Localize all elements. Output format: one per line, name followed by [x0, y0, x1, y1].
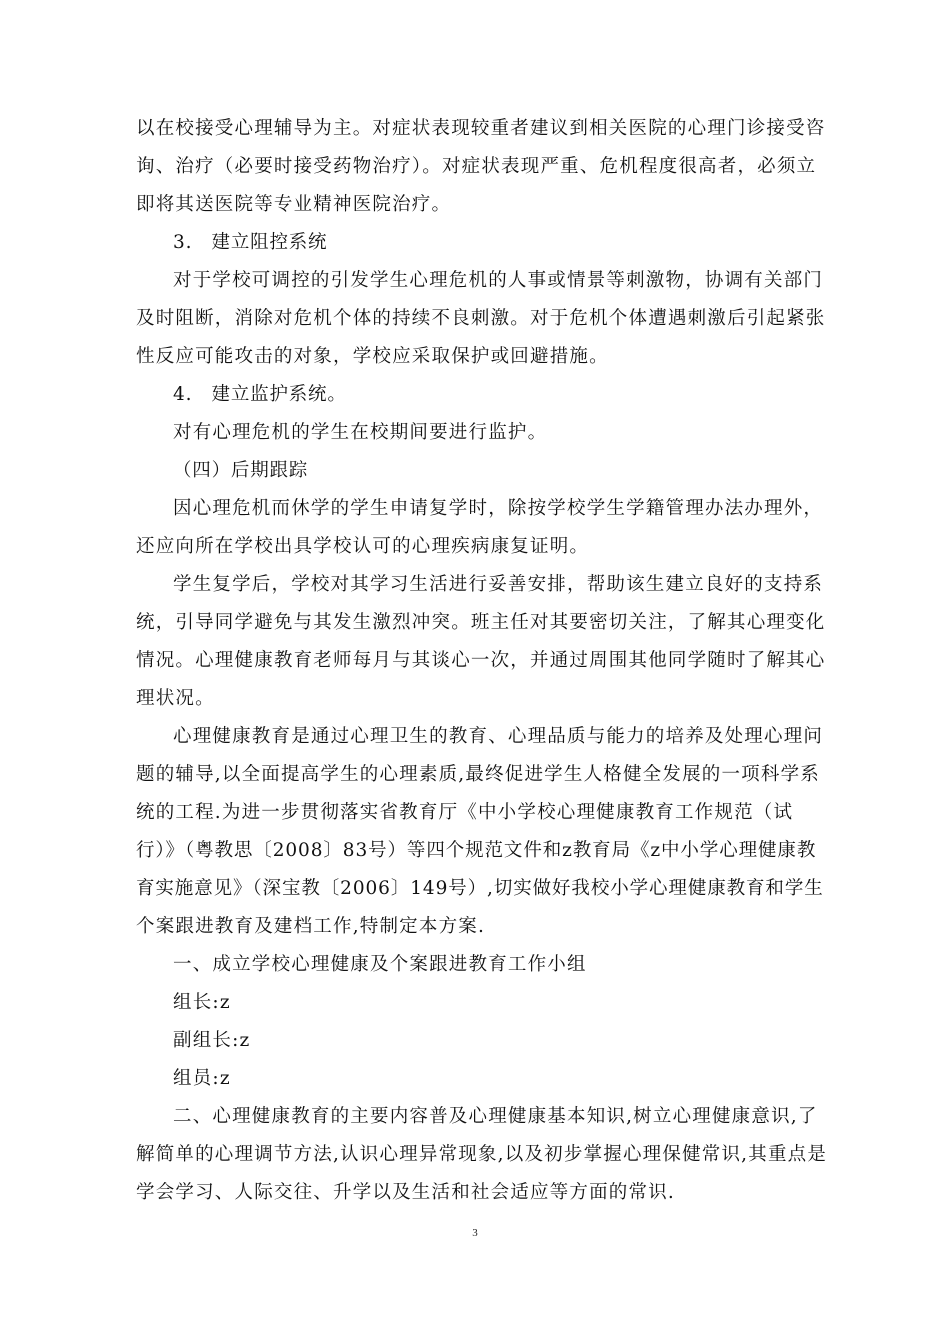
paragraph-line: 以在校接受心理辅导为主。对症状表现较重者建议到相关医院的心理门诊接受咨	[136, 118, 826, 139]
member-line: 组长:z	[173, 992, 231, 1013]
paragraph-line: 及时阻断，消除对危机个体的持续不良刺激。对于危机个体遭遇刺激后引起紧张	[136, 308, 826, 329]
paragraph-line: 题的辅导,以全面提高学生的心理素质,最终促进学生人格健全发展的一项科学系	[136, 764, 820, 785]
paragraph-line: 即将其送医院等专业精神医院治疗。	[136, 194, 452, 215]
section-heading: 4. 建立监护系统。	[173, 384, 347, 405]
paragraph-line: 情况。心理健康教育老师每月与其谈心一次，并通过周围其他同学随时了解其心	[136, 650, 826, 671]
paragraph-line: 解简单的心理调节方法,认识心理异常现象,以及初步掌握心理保健常识,其重点是	[136, 1144, 828, 1165]
paragraph-line: 性反应可能攻击的对象，学校应采取保护或回避措施。	[136, 346, 609, 367]
paragraph-line: 心理健康教育是通过心理卫生的教育、心理品质与能力的培养及处理心理问	[173, 726, 824, 747]
paragraph-line: 统，引导同学避免与其发生激烈冲突。班主任对其要密切关注，了解其心理变化	[136, 612, 826, 633]
paragraph-line: 学生复学后，学校对其学习生活进行妥善安排，帮助该生建立良好的支持系	[173, 574, 824, 595]
section-heading: （四）后期跟踪	[173, 460, 309, 481]
member-line: 组员:z	[173, 1068, 231, 1089]
section-heading: 一、成立学校心理健康及个案跟进教育工作小组	[173, 954, 587, 975]
paragraph-line: 询、治疗（必要时接受药物治疗）。对症状表现严重、危机程度很高者，必须立	[136, 156, 817, 177]
paragraph-line: 还应向所在学校出具学校认可的心理疾病康复证明。	[136, 536, 590, 557]
paragraph-line: 育实施意见》（深宝教〔2006〕149号）,切实做好我校小学心理健康教育和学生	[136, 878, 824, 899]
paragraph-line: 学会学习、人际交往、升学以及生活和社会适应等方面的常识.	[136, 1182, 675, 1203]
paragraph-line: 个案跟进教育及建档工作,特制定本方案.	[136, 916, 486, 937]
member-line: 副组长:z	[173, 1030, 251, 1051]
paragraph-line: 理状况。	[136, 688, 215, 709]
paragraph-line: 统的工程.为进一步贯彻落实省教育厅《中小学校心理健康教育工作规范（试	[136, 802, 794, 823]
paragraph-line: 对有心理危机的学生在校期间要进行监护。	[173, 422, 548, 443]
section-heading: 3. 建立阻控系统	[173, 232, 328, 253]
paragraph-line: 行）》（粤教思〔2008〕83号）等四个规范文件和z教育局《z中小学心理健康教	[136, 840, 817, 861]
paragraph-line: 对于学校可调控的引发学生心理危机的人事或情景等刺激物，协调有关部门	[173, 270, 824, 291]
paragraph-line: 二、心理健康教育的主要内容普及心理健康基本知识,树立心理健康意识,了	[173, 1106, 818, 1127]
page-number: 3	[472, 1227, 478, 1239]
paragraph-line: 因心理危机而休学的学生申请复学时，除按学校学生学籍管理办法办理外，	[173, 498, 824, 519]
